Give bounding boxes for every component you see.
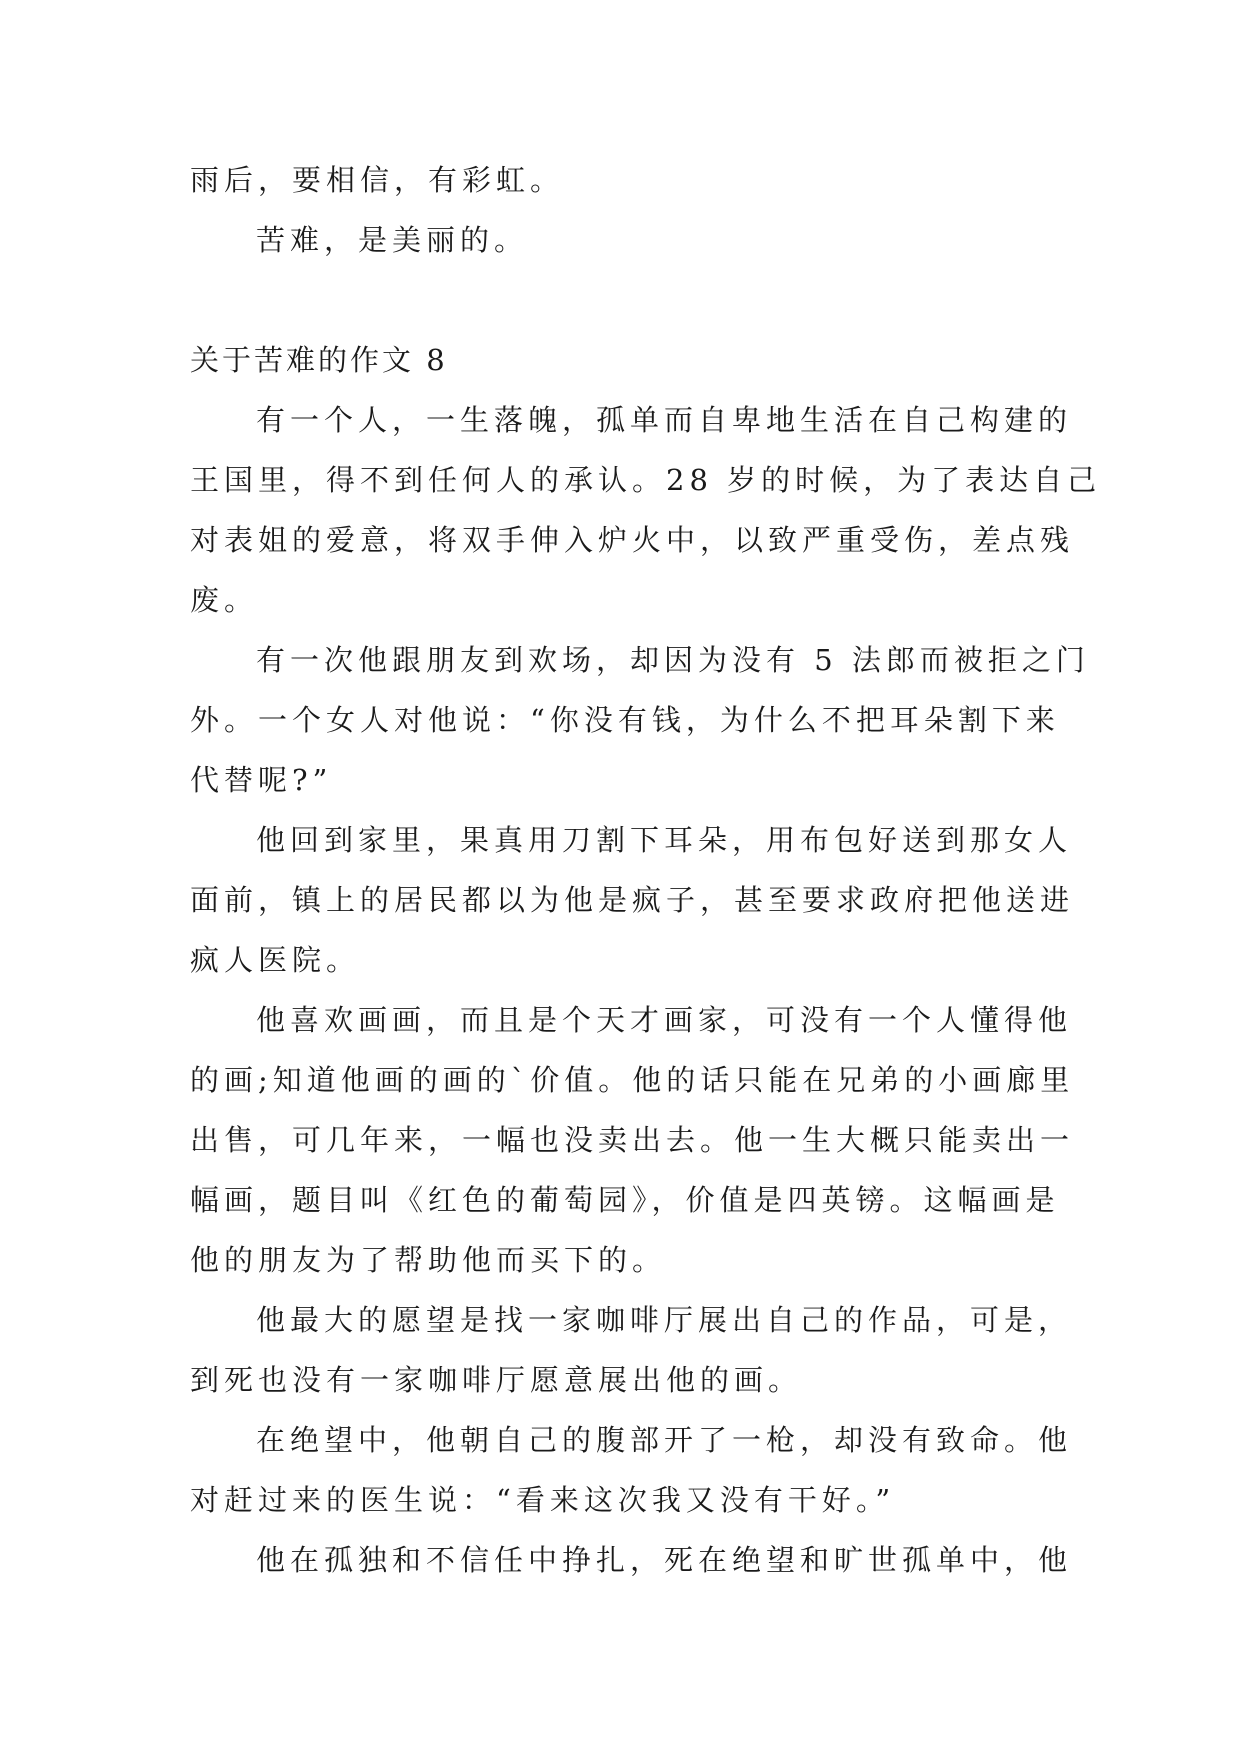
paragraph-5 <box>190 1290 1073 1410</box>
text-line: 王国里，得不到任何人的承认。28 岁的时候，为了表达自己 <box>190 463 1102 497</box>
paragraph-3 <box>190 810 1075 990</box>
text-line: 对表姐的爱意，将双手伸入炉火中，以致严重受伤，差点残 <box>190 523 1075 557</box>
text-line: 幅画，题目叫《红色的葡萄园》，价值是四英镑。这幅画是 <box>190 1183 1060 1217</box>
paragraph-6 <box>190 1410 1073 1530</box>
text-line: 面前，镇上的居民都以为他是疯子，甚至要求政府把他送进 <box>190 883 1075 917</box>
paragraph-4 <box>190 990 1075 1290</box>
text-line: 对赶过来的医生说：“看来这次我又没有干好。” <box>190 1483 896 1517</box>
text-line: 他回到家里，果真用刀割下耳朵，用布包好送到那女人 <box>256 823 1073 857</box>
intro-line-2: 苦难，是美丽的。 <box>256 223 529 257</box>
document-page <box>190 150 1102 1590</box>
text-line: 废。 <box>190 583 259 617</box>
text-line: 在绝望中，他朝自己的腹部开了一枪，却没有致命。他 <box>256 1423 1073 1457</box>
paragraph-2 <box>190 630 1090 810</box>
text-line: 外。一个女人对他说：“你没有钱，为什么不把耳朵割下来 <box>190 703 1060 737</box>
paragraph-7 <box>190 1530 1073 1590</box>
text-line: 他的朋友为了帮助他而买下的。 <box>190 1243 667 1277</box>
paragraph-1 <box>190 390 1102 630</box>
text-line: 他最大的愿望是找一家咖啡厅展出自己的作品，可是， <box>256 1303 1073 1337</box>
text-line: 到死也没有一家咖啡厅愿意展出他的画。 <box>190 1363 803 1397</box>
text-line: 疯人医院。 <box>190 943 361 977</box>
section-title: 关于苦难的作文 8 <box>190 343 448 377</box>
intro-line-1: 雨后，要相信，有彩虹。 <box>190 163 565 197</box>
text-line: 代替呢?” <box>190 763 333 797</box>
text-line: 他在孤独和不信任中挣扎，死在绝望和旷世孤单中，他 <box>256 1543 1073 1577</box>
text-line: 有一个人，一生落魄，孤单而自卑地生活在自己构建的 <box>256 403 1073 437</box>
text-line: 有一次他跟朋友到欢场，却因为没有 5 法郎而被拒之门 <box>256 643 1090 677</box>
text-line: 出售，可几年来，一幅也没卖出去。他一生大概只能卖出一 <box>190 1123 1075 1157</box>
text-line: 的画;知道他画的画的`价值。他的话只能在兄弟的小画廊里 <box>190 1063 1075 1097</box>
text-line: 他喜欢画画，而且是个天才画家，可没有一个人懂得他 <box>256 1003 1073 1037</box>
